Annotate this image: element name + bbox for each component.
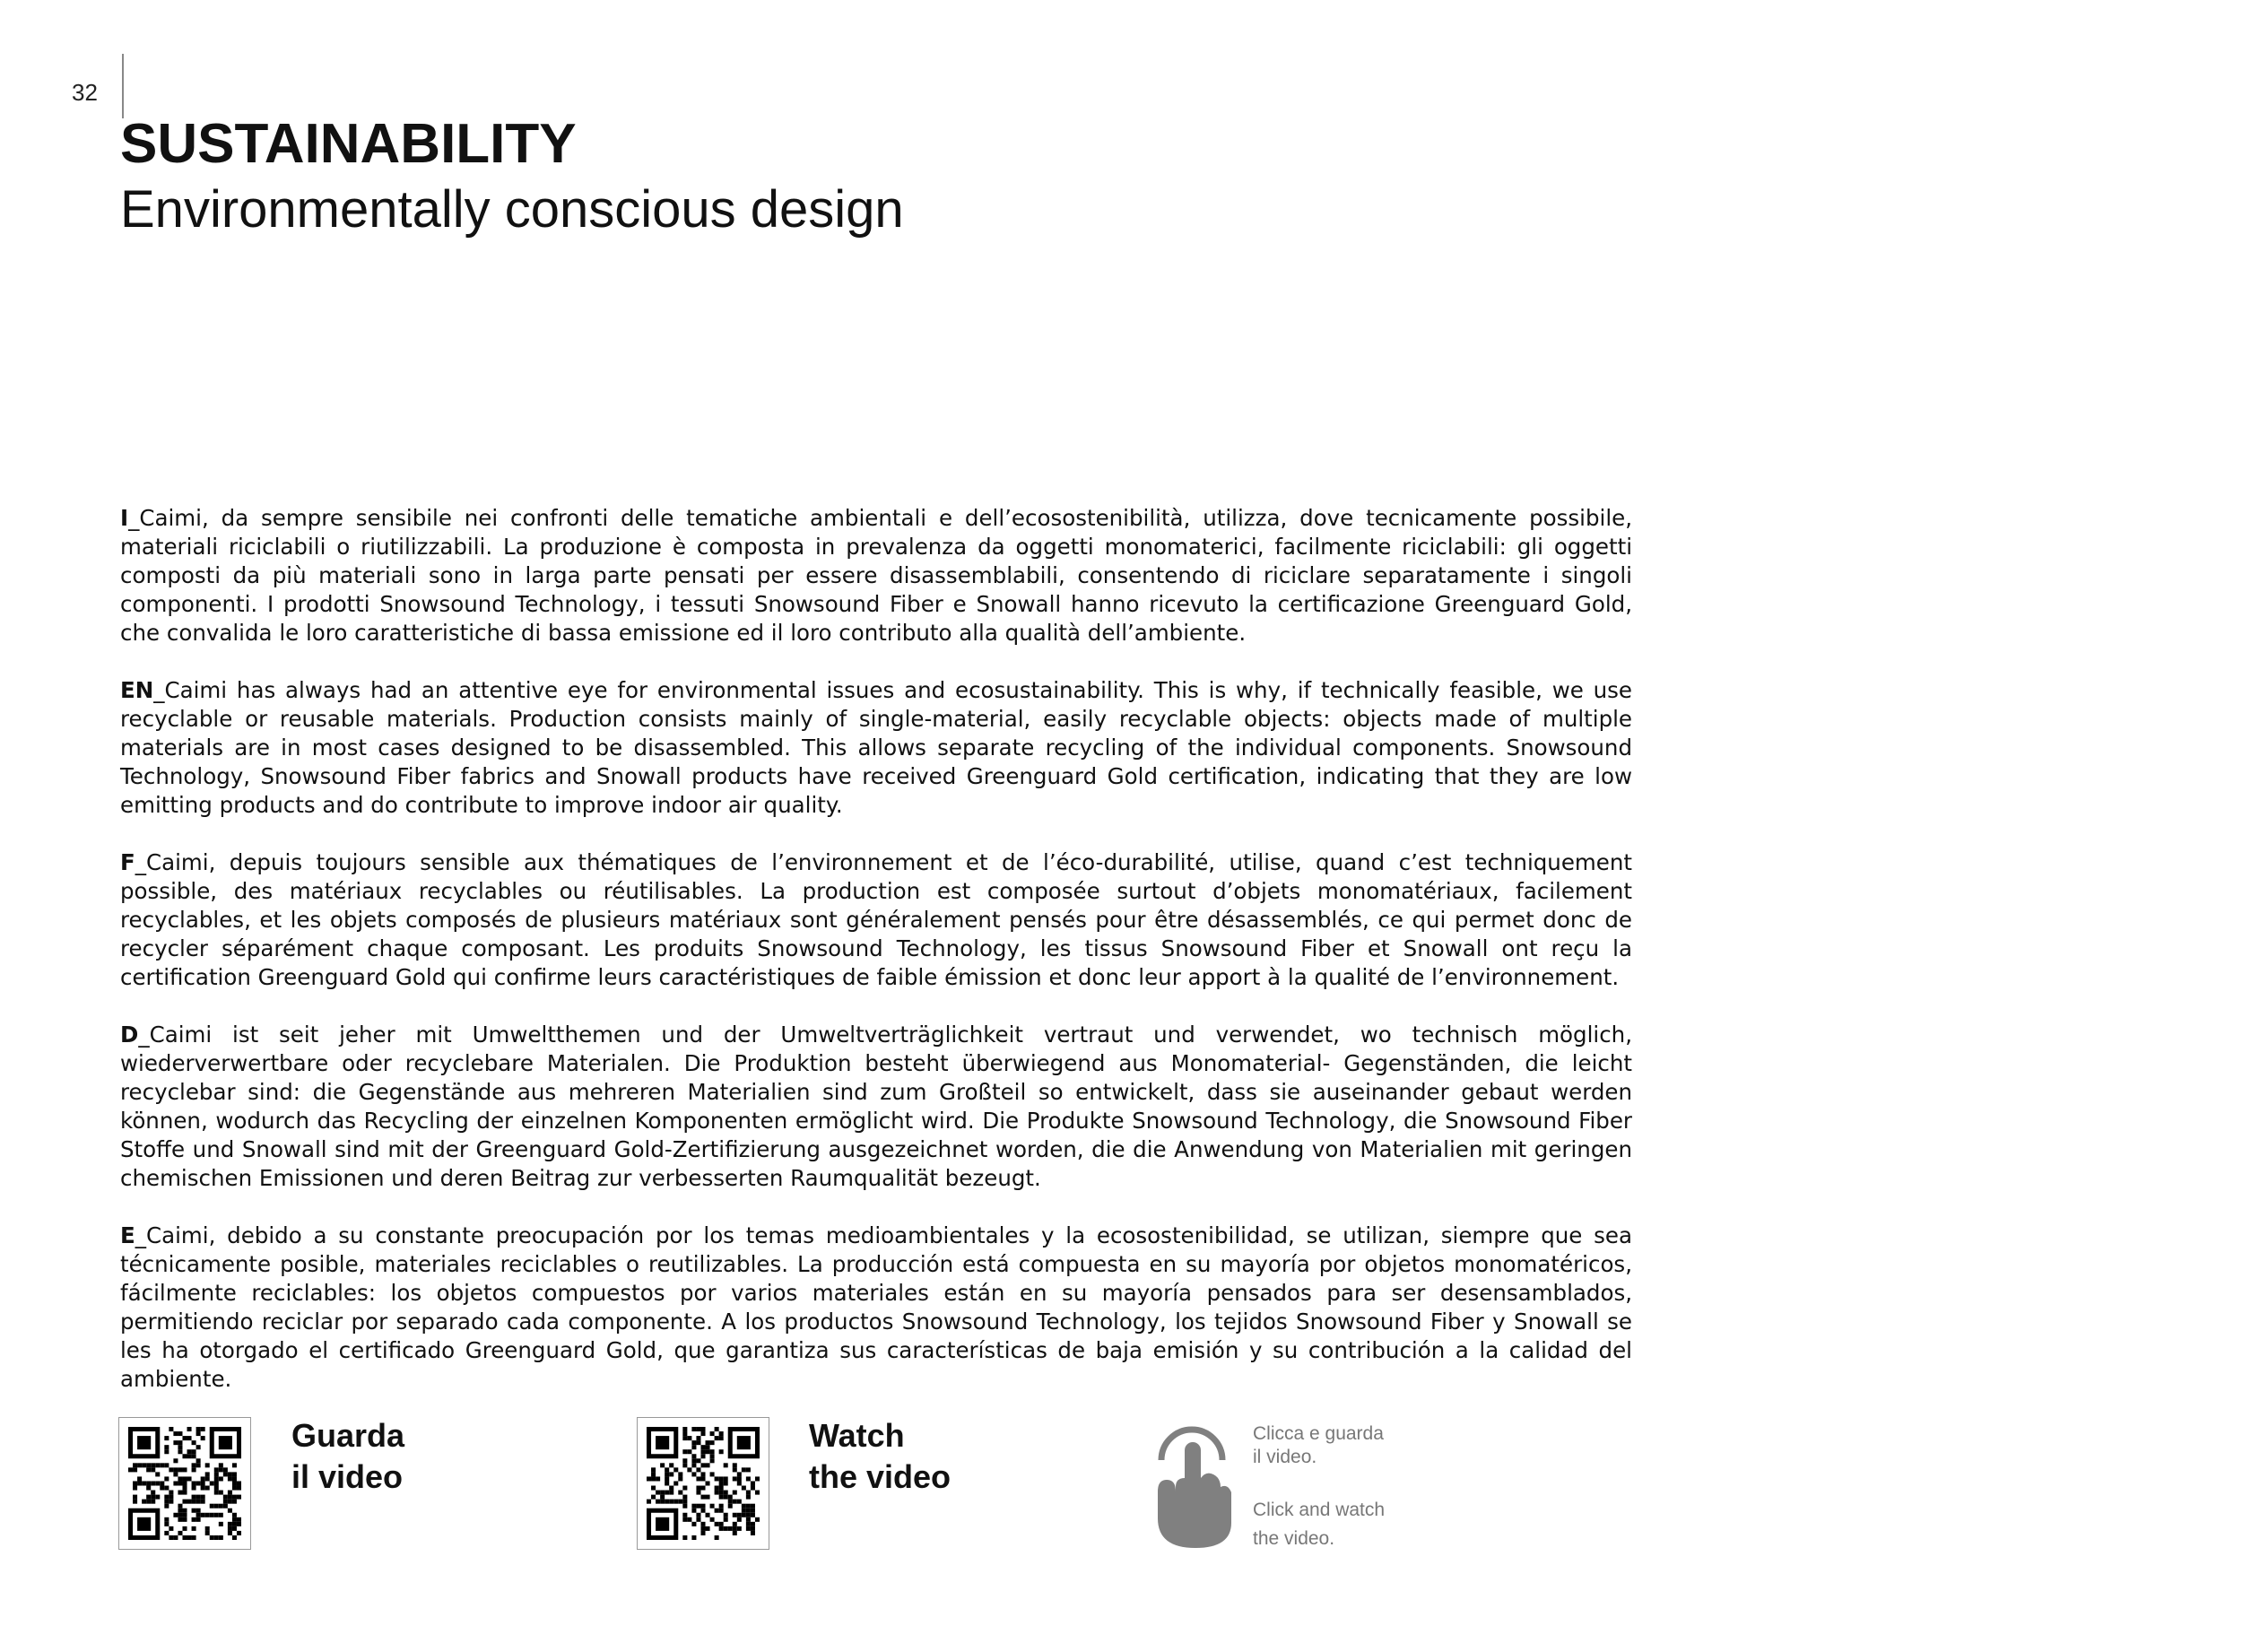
page-title: SUSTAINABILITY <box>120 113 577 175</box>
hint-line: Click and watch <box>1253 1500 1386 1520</box>
cta-line: Watch <box>809 1417 905 1454</box>
hint-line: Clicca e guarda <box>1253 1423 1384 1444</box>
paragraph-italian <box>120 504 1632 648</box>
qr-code-english-video[interactable] <box>637 1417 769 1550</box>
header-divider <box>122 54 124 118</box>
paragraph-text: _Caimi has always had an attentive eye for environmental issues and ecosustainability. This is why, if technically feasible, we use recyclable or reusable materials. Production consists mainly of single-material, easily recyclable objects: objects made of multiple materials are in most cases designed to be disassembled. This allows separate recycling of the individual components. Snowsound Technology, Snowsound Fiber fabrics and Snowall products have received Greenguard Gold certification, indicating that they are low emitting products and do contribute to improve indoor air quality. <box>120 677 1632 818</box>
qr-code-italian-video[interactable] <box>118 1417 251 1550</box>
lang-code: I <box>120 505 129 531</box>
cta-line: il video <box>291 1458 404 1495</box>
qr-code-icon <box>647 1427 760 1540</box>
body-text <box>120 504 1632 1422</box>
qr-code-icon <box>128 1427 241 1540</box>
paragraph-english <box>120 676 1632 820</box>
lang-code: EN <box>120 677 154 703</box>
watch-video-link-english[interactable] <box>809 1415 951 1498</box>
watch-video-link-italian[interactable] <box>291 1415 404 1498</box>
page-subtitle: Environmentally conscious design <box>120 180 904 239</box>
lang-code: E <box>120 1222 135 1248</box>
paragraph-spanish <box>120 1222 1632 1394</box>
paragraph-french <box>120 848 1632 992</box>
paragraph-text: _Caimi ist seit jeher mit Umweltthemen und der Umweltverträglichkeit vertraut und verwendet, wo technisch möglich, wiederverwertbare oder recyclebare Materialen. Die Produktion besteht überwiegend aus Monomaterial- Gegenständen, die leicht recyclebar sind: die Gegenstände aus mehreren Materialien sind zum Großteil so entwickelt, dass sie auseinander gebaut werden können, wodurch das Recycling der einzelnen Komponenten ermöglicht wird. Die Produkte Snowsound Technology, die Snowsound Fiber Stoffe und Snowall sind mit der Greenguard Gold-Zertifizierung ausgezeichnet worden, die die Anwendung von Materialien mit geringen chemischen Emissionen und deren Beitrag zur verbesserten Raumqualität bezeugt. <box>120 1022 1632 1191</box>
click-hint-italian <box>1253 1422 1384 1469</box>
paragraph-text: _Caimi, depuis toujours sensible aux thématiques de l’environnement et de l’éco-durabilité, utilise, quand c’est techniquement possible, des matériaux recyclables ou réutilisables. La production est composée surtout d’objets monomatériaux, facilement recyclables, et les objets composés de plusieurs matériaux sont généralement pensés pour être désassemblés, ce qui permet donc de recycler séparément chaque composant. Les produits Snowsound Technology, les tissus Snowsound Fiber et Snowall ont reçu la certification Greenguard Gold qui confirme leurs caractéristiques de faible émission et donc leur apport à la qualité de l’environnement. <box>120 849 1632 990</box>
cta-line: the video <box>809 1458 952 1495</box>
hint-line: the video. <box>1253 1528 1335 1549</box>
lang-code: F <box>120 849 135 875</box>
hand-pointer-tap-icon[interactable] <box>1151 1415 1237 1550</box>
page-number: 32 <box>72 79 98 106</box>
hint-line: il video. <box>1253 1447 1317 1467</box>
cta-line: Guarda <box>291 1417 405 1454</box>
paragraph-text: _Caimi, da sempre sensibile nei confronti delle tematiche ambientali e dell’ecosostenibilità, utilizza, dove tecnicamente possibile, materiali riciclabili o riutilizzabili. La produzione è composta in prevalenza da oggetti monomaterici, facilmente riciclabili: gli oggetti composti da più materiali sono in larga parte pensati per essere disassemblabili, consentendo di riciclare separatamente i singoli componenti. I prodotti Snowsound Technology, i tessuti Snowsound Fiber e Snowall hanno ricevuto la certificazione Greenguard Gold, che convalida le loro caratteristiche di bassa emissione ed il loro contributo alla qualità dell’ambiente. <box>120 505 1632 646</box>
paragraph-german <box>120 1021 1632 1193</box>
click-hint-english <box>1253 1496 1385 1553</box>
lang-code: D <box>120 1022 139 1048</box>
paragraph-text: _Caimi, debido a su constante preocupación por los temas medioambientales y la ecosostenibilidad, se utilizan, siempre que sea técnicamente posible, materiales reciclables o reutilizables. La producción está compuesta en su mayoría por objetos monomatéricos, fácilmente reciclables: los objetos compuestos por varios materiales están en su mayoría pensados para ser desensamblados, permitiendo reciclar por separado cada componente. A los productos Snowsound Technology, los tejidos Snowsound Fiber y Snowall se les ha otorgado el certificado Greenguard Gold, que garantiza sus características de baja emisión y su contribución a la calidad del ambiente. <box>120 1222 1632 1392</box>
